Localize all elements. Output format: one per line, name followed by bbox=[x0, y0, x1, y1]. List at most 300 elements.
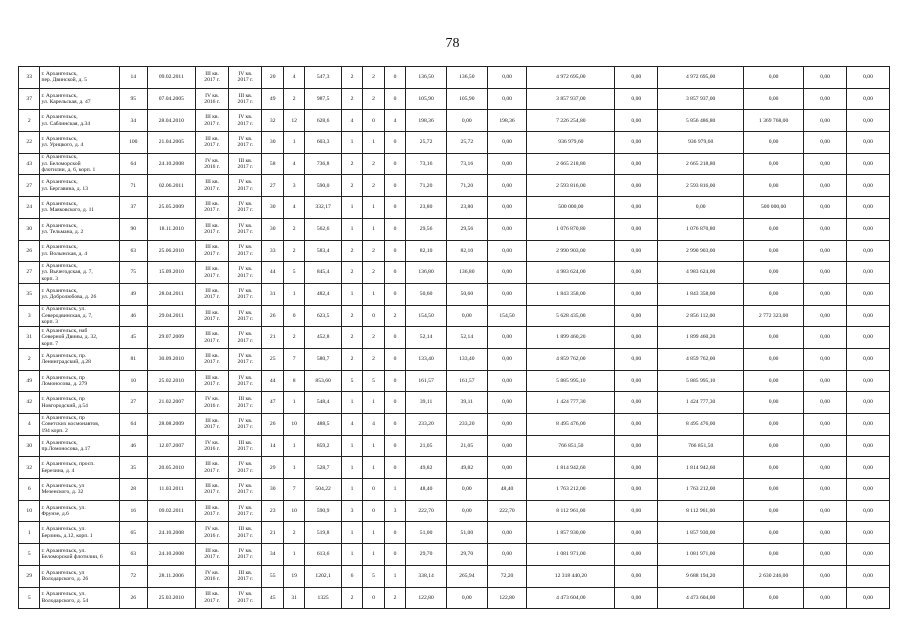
cell-rooms-b: 0 bbox=[384, 544, 405, 566]
cell-cost-federal: 0,00 bbox=[615, 197, 658, 219]
cell-cost-regional: 4 983 624,00 bbox=[658, 262, 744, 284]
cell-end-quarter: IV кв. 2017 г. bbox=[229, 414, 262, 436]
cell-cost-regional: 1 424 777,30 bbox=[658, 392, 744, 414]
cell-cost-total: 8 112 961,00 bbox=[527, 500, 615, 522]
cell-rooms-a: 2 bbox=[363, 88, 384, 110]
cell-cost-local: 0,00 bbox=[744, 392, 804, 414]
cell-cost-other-2: 0,00 bbox=[847, 110, 890, 132]
cell-cost-total: 1 857 930,00 bbox=[527, 522, 615, 544]
cell-area-b: 0,00 bbox=[487, 457, 527, 479]
cell-cost-regional: 1 814 942,60 bbox=[658, 457, 744, 479]
cell-cost-regional: 1 843 358,00 bbox=[658, 283, 744, 305]
cell-cost-regional: 766 851,50 bbox=[658, 435, 744, 457]
cell-area: 603,3 bbox=[305, 132, 341, 154]
cell-address: г. Архангельск, ул Мезенского, д. 32 bbox=[40, 479, 119, 501]
cell-col-h: 1 bbox=[283, 132, 304, 154]
cell-start-quarter: III кв. 2017 г. bbox=[195, 414, 228, 436]
cell-cost-regional: 2 593 816,00 bbox=[658, 175, 744, 197]
cell-area-a: 73,16 bbox=[446, 153, 487, 175]
cell-col-h: 2 bbox=[283, 88, 304, 110]
cell-address: г. Архангельск, пр Ломоносова, д. 279 bbox=[40, 370, 119, 392]
cell-area-b: 0,00 bbox=[487, 370, 527, 392]
cell-cost-other-2: 0,00 bbox=[847, 132, 890, 154]
cell-cost-total: 500 000,00 bbox=[527, 197, 615, 219]
cell-cost-total: 12 318 440,20 bbox=[527, 565, 615, 587]
cell-col-g: 30 bbox=[262, 197, 283, 219]
cell-cost-federal: 0,00 bbox=[615, 414, 658, 436]
cell-end-quarter: IV кв. 2017 г. bbox=[229, 370, 262, 392]
cell-area: 1325 bbox=[305, 587, 341, 609]
cell-house-number: 72 bbox=[119, 565, 147, 587]
cell-area-a: 0,00 bbox=[446, 587, 487, 609]
cell-area-b: 0,00 bbox=[487, 522, 527, 544]
cell-date: 25.06.2010 bbox=[147, 240, 195, 262]
cell-row-number: 30 bbox=[19, 218, 40, 240]
cell-cost-total: 4 473 604,00 bbox=[527, 587, 615, 609]
table-row bbox=[19, 305, 890, 327]
cell-date: 21.04.2005 bbox=[147, 132, 195, 154]
cell-area-total: 48,40 bbox=[406, 479, 447, 501]
cell-rooms-total: 1 bbox=[341, 283, 362, 305]
cell-cost-other-2: 0,00 bbox=[847, 327, 890, 349]
cell-row-number: 42 bbox=[19, 392, 40, 414]
cell-rooms-a: 1 bbox=[363, 132, 384, 154]
cell-col-h: 10 bbox=[283, 500, 304, 522]
cell-cost-local: 0,00 bbox=[744, 479, 804, 501]
table-row bbox=[19, 522, 890, 544]
cell-address: г. Архангельск, ул. Маяковского, д. 11 bbox=[40, 197, 119, 219]
cell-area-a: 50,60 bbox=[446, 283, 487, 305]
cell-col-g: 45 bbox=[262, 587, 283, 609]
cell-cost-other-2: 0,00 bbox=[847, 457, 890, 479]
cell-area-a: 265,94 bbox=[446, 565, 487, 587]
cell-cost-federal: 0,00 bbox=[615, 392, 658, 414]
cell-cost-total: 2 665 218,80 bbox=[527, 153, 615, 175]
cell-cost-other-2: 0,00 bbox=[847, 240, 890, 262]
cell-col-g: 49 bbox=[262, 88, 283, 110]
cell-start-quarter: IV кв. 2016 г. bbox=[195, 153, 228, 175]
cell-col-h: 2 bbox=[283, 327, 304, 349]
cell-rooms-a: 1 bbox=[363, 544, 384, 566]
cell-area-total: 133,40 bbox=[406, 348, 447, 370]
cell-cost-local: 0,00 bbox=[744, 175, 804, 197]
cell-area: 548,4 bbox=[305, 392, 341, 414]
cell-start-quarter: III кв. 2017 г. bbox=[195, 348, 228, 370]
cell-cost-federal: 0,00 bbox=[615, 88, 658, 110]
cell-address: г. Архангельск, ул. Беломорской флотилии, д. 6, корп. 1 bbox=[40, 153, 119, 175]
cell-end-quarter: III кв. 2017 г. bbox=[229, 435, 262, 457]
cell-area-a: 0,00 bbox=[446, 110, 487, 132]
cell-col-g: 14 bbox=[262, 435, 283, 457]
cell-end-quarter: IV кв. 2017 г. bbox=[229, 240, 262, 262]
cell-rooms-total: 1 bbox=[341, 197, 362, 219]
cell-start-quarter: III кв. 2017 г. bbox=[195, 305, 228, 327]
cell-rooms-total: 6 bbox=[341, 565, 362, 587]
cell-rooms-total: 2 bbox=[341, 88, 362, 110]
cell-row-number: 4 bbox=[19, 414, 40, 436]
cell-col-g: 44 bbox=[262, 370, 283, 392]
cell-cost-other-2: 0,00 bbox=[847, 500, 890, 522]
cell-area-a: 233,20 bbox=[446, 414, 487, 436]
cell-cost-other-1: 0,00 bbox=[804, 500, 847, 522]
cell-area-b: 0,00 bbox=[487, 153, 527, 175]
cell-date: 02.06.2011 bbox=[147, 175, 195, 197]
cell-cost-other-1: 0,00 bbox=[804, 479, 847, 501]
cell-col-g: 23 bbox=[262, 500, 283, 522]
cell-rooms-b: 4 bbox=[384, 110, 405, 132]
table-row bbox=[19, 479, 890, 501]
cell-rooms-a: 1 bbox=[363, 283, 384, 305]
cell-area: 628,6 bbox=[305, 110, 341, 132]
cell-col-g: 30 bbox=[262, 218, 283, 240]
cell-address: г. Архангельск, ул. Тельмана, д. 2 bbox=[40, 218, 119, 240]
cell-rooms-a: 2 bbox=[363, 153, 384, 175]
cell-end-quarter: III кв. 2017 г. bbox=[229, 522, 262, 544]
table-row bbox=[19, 88, 890, 110]
cell-cost-total: 7 226 254,80 bbox=[527, 110, 615, 132]
cell-end-quarter: III кв. 2017 г. bbox=[229, 88, 262, 110]
cell-col-h: 2 bbox=[283, 218, 304, 240]
cell-cost-other-1: 0,00 bbox=[804, 305, 847, 327]
cell-cost-federal: 0,00 bbox=[615, 153, 658, 175]
cell-area: 488,5 bbox=[305, 414, 341, 436]
table-row bbox=[19, 110, 890, 132]
cell-cost-total: 1 763 212,00 bbox=[527, 479, 615, 501]
cell-rooms-total: 2 bbox=[341, 305, 362, 327]
cell-cost-total: 1 076 870,80 bbox=[527, 218, 615, 240]
cell-date: 29.07.2009 bbox=[147, 327, 195, 349]
cell-cost-local: 0,00 bbox=[744, 370, 804, 392]
cell-col-g: 25 bbox=[262, 348, 283, 370]
table-row bbox=[19, 370, 890, 392]
cell-cost-local: 0,00 bbox=[744, 88, 804, 110]
cell-date: 11.03.2011 bbox=[147, 479, 195, 501]
cell-area-b: 222,70 bbox=[487, 500, 527, 522]
page-number: 78 bbox=[445, 36, 460, 51]
cell-cost-other-2: 0,00 bbox=[847, 262, 890, 284]
table-row bbox=[19, 414, 890, 436]
cell-cost-total: 1 843 358,00 bbox=[527, 283, 615, 305]
cell-rooms-b: 0 bbox=[384, 327, 405, 349]
cell-rooms-total: 1 bbox=[341, 218, 362, 240]
cell-area-a: 25,72 bbox=[446, 132, 487, 154]
cell-area: 547,3 bbox=[305, 67, 341, 89]
cell-rooms-b: 0 bbox=[384, 348, 405, 370]
cell-area-total: 154,50 bbox=[406, 305, 447, 327]
cell-cost-regional: 5 856 486,80 bbox=[658, 110, 744, 132]
cell-area-b: 122,80 bbox=[487, 587, 527, 609]
cell-cost-regional: 8 112 961,00 bbox=[658, 500, 744, 522]
cell-address: г. Архангельск, ул. Добролюбова, д. 26 bbox=[40, 283, 119, 305]
cell-area-total: 161,57 bbox=[406, 370, 447, 392]
cell-rooms-total: 1 bbox=[341, 479, 362, 501]
cell-area-a: 0,00 bbox=[446, 500, 487, 522]
cell-col-g: 47 bbox=[262, 392, 283, 414]
cell-area-a: 21,05 bbox=[446, 435, 487, 457]
cell-end-quarter: IV кв. 2017 г. bbox=[229, 500, 262, 522]
cell-area-b: 198,36 bbox=[487, 110, 527, 132]
cell-address: г. Архангельск, ул. Володарского, д. 54 bbox=[40, 587, 119, 609]
cell-cost-local: 0,00 bbox=[744, 153, 804, 175]
cell-cost-federal: 0,00 bbox=[615, 327, 658, 349]
cell-rooms-a: 2 bbox=[363, 262, 384, 284]
cell-area-b: 0,00 bbox=[487, 218, 527, 240]
cell-area-total: 71,20 bbox=[406, 175, 447, 197]
table-row bbox=[19, 175, 890, 197]
cell-cost-federal: 0,00 bbox=[615, 110, 658, 132]
cell-row-number: 37 bbox=[19, 88, 40, 110]
cell-rooms-a: 0 bbox=[363, 479, 384, 501]
cell-area-total: 338,14 bbox=[406, 565, 447, 587]
cell-col-g: 26 bbox=[262, 305, 283, 327]
cell-end-quarter: IV кв. 2017 г. bbox=[229, 175, 262, 197]
cell-cost-local: 0,00 bbox=[744, 500, 804, 522]
cell-start-quarter: III кв. 2017 г. bbox=[195, 218, 228, 240]
cell-row-number: 26 bbox=[19, 240, 40, 262]
cell-address: г. Архангельск, ул. Бергавина, д. 13 bbox=[40, 175, 119, 197]
cell-area-a: 71,20 bbox=[446, 175, 487, 197]
cell-area: 528,7 bbox=[305, 457, 341, 479]
cell-area-b: 48,40 bbox=[487, 479, 527, 501]
cell-rooms-b: 0 bbox=[384, 67, 405, 89]
cell-area: 332,17 bbox=[305, 197, 341, 219]
cell-rooms-b: 0 bbox=[384, 197, 405, 219]
cell-house-number: 14 bbox=[119, 67, 147, 89]
cell-cost-federal: 0,00 bbox=[615, 283, 658, 305]
cell-end-quarter: III кв. 2017 г. bbox=[229, 153, 262, 175]
cell-cost-federal: 0,00 bbox=[615, 348, 658, 370]
cell-area-a: 29,70 bbox=[446, 544, 487, 566]
cell-rooms-a: 0 bbox=[363, 587, 384, 609]
cell-cost-regional: 1 076 870,80 bbox=[658, 218, 744, 240]
cell-col-h: 4 bbox=[283, 153, 304, 175]
table-row bbox=[19, 240, 890, 262]
cell-cost-other-2: 0,00 bbox=[847, 414, 890, 436]
cell-col-g: 20 bbox=[262, 67, 283, 89]
cell-end-quarter: III кв. 2017 г. bbox=[229, 392, 262, 414]
cell-end-quarter: IV кв. 2017 г. bbox=[229, 67, 262, 89]
cell-cost-total: 1 424 777,30 bbox=[527, 392, 615, 414]
cell-area: 590,9 bbox=[305, 500, 341, 522]
cell-row-number: 22 bbox=[19, 132, 40, 154]
cell-rooms-total: 1 bbox=[341, 544, 362, 566]
apartment-register-table bbox=[18, 66, 890, 609]
cell-area-a: 49,82 bbox=[446, 457, 487, 479]
cell-cost-other-2: 0,00 bbox=[847, 392, 890, 414]
cell-rooms-a: 5 bbox=[363, 370, 384, 392]
cell-cost-federal: 0,00 bbox=[615, 457, 658, 479]
cell-rooms-b: 0 bbox=[384, 283, 405, 305]
cell-start-quarter: III кв. 2017 г. bbox=[195, 262, 228, 284]
cell-area-b: 0,00 bbox=[487, 132, 527, 154]
cell-address: г. Архангельск, ул. Карельская, д. 47 bbox=[40, 88, 119, 110]
table-row bbox=[19, 132, 890, 154]
cell-house-number: 75 bbox=[119, 262, 147, 284]
table-row bbox=[19, 67, 890, 89]
cell-row-number: 29 bbox=[19, 565, 40, 587]
cell-cost-regional: 5 885 995,10 bbox=[658, 370, 744, 392]
cell-cost-total: 2 990 903,00 bbox=[527, 240, 615, 262]
cell-end-quarter: IV кв. 2017 г. bbox=[229, 587, 262, 609]
cell-col-h: 1 bbox=[283, 283, 304, 305]
cell-row-number: 2 bbox=[19, 348, 40, 370]
cell-area-a: 39,11 bbox=[446, 392, 487, 414]
cell-cost-total: 4 972 695,00 bbox=[527, 67, 615, 89]
cell-col-g: 44 bbox=[262, 262, 283, 284]
cell-date: 15.09.2010 bbox=[147, 262, 195, 284]
cell-area-total: 233,20 bbox=[406, 414, 447, 436]
cell-house-number: 46 bbox=[119, 435, 147, 457]
cell-rooms-a: 5 bbox=[363, 565, 384, 587]
cell-cost-local: 0,00 bbox=[744, 414, 804, 436]
cell-end-quarter: IV кв. 2017 г. bbox=[229, 305, 262, 327]
cell-rooms-total: 1 bbox=[341, 457, 362, 479]
cell-row-number: 27 bbox=[19, 175, 40, 197]
cell-area-a: 52,14 bbox=[446, 327, 487, 349]
cell-cost-other-1: 0,00 bbox=[804, 327, 847, 349]
cell-area-b: 0,00 bbox=[487, 327, 527, 349]
cell-cost-local: 500 000,00 bbox=[744, 197, 804, 219]
cell-date: 28.11.2006 bbox=[147, 565, 195, 587]
cell-cost-total: 8 495 476,00 bbox=[527, 414, 615, 436]
cell-cost-federal: 0,00 bbox=[615, 262, 658, 284]
cell-cost-other-1: 0,00 bbox=[804, 262, 847, 284]
cell-date: 28.08.2009 bbox=[147, 414, 195, 436]
cell-end-quarter: IV кв. 2017 г. bbox=[229, 457, 262, 479]
cell-end-quarter: IV кв. 2017 г. bbox=[229, 283, 262, 305]
table-row bbox=[19, 153, 890, 175]
cell-rooms-total: 2 bbox=[341, 348, 362, 370]
cell-cost-local: 0,00 bbox=[744, 587, 804, 609]
cell-start-quarter: IV кв. 2016 г. bbox=[195, 435, 228, 457]
cell-area-a: 23,80 bbox=[446, 197, 487, 219]
cell-col-h: 5 bbox=[283, 262, 304, 284]
cell-cost-other-2: 0,00 bbox=[847, 587, 890, 609]
cell-area-total: 50,60 bbox=[406, 283, 447, 305]
cell-col-g: 21 bbox=[262, 327, 283, 349]
cell-cost-other-1: 0,00 bbox=[804, 153, 847, 175]
cell-rooms-a: 0 bbox=[363, 305, 384, 327]
cell-cost-total: 3 857 937,00 bbox=[527, 88, 615, 110]
cell-area-b: 0,00 bbox=[487, 348, 527, 370]
cell-area-total: 21,05 bbox=[406, 435, 447, 457]
cell-cost-local: 0,00 bbox=[744, 522, 804, 544]
cell-address: г. Архангельск, ул. Северодвинская, д. 7, корп. 3 bbox=[40, 305, 119, 327]
cell-cost-other-1: 0,00 bbox=[804, 414, 847, 436]
cell-rooms-total: 1 bbox=[341, 132, 362, 154]
cell-house-number: 64 bbox=[119, 414, 147, 436]
cell-col-g: 58 bbox=[262, 153, 283, 175]
cell-cost-local: 2 630 246,00 bbox=[744, 565, 804, 587]
cell-address: г. Архангельск, ул. Вычегодская, д. 7, корп. 3 bbox=[40, 262, 119, 284]
cell-cost-other-2: 0,00 bbox=[847, 153, 890, 175]
cell-end-quarter: IV кв. 2017 г. bbox=[229, 110, 262, 132]
cell-cost-regional: 4 972 695,00 bbox=[658, 67, 744, 89]
cell-area-b: 0,00 bbox=[487, 544, 527, 566]
cell-start-quarter: IV кв. 2016 г. bbox=[195, 88, 228, 110]
cell-cost-total: 4 983 624,00 bbox=[527, 262, 615, 284]
cell-cost-other-1: 0,00 bbox=[804, 240, 847, 262]
cell-address: г. Архангельск, ул. Беломорской флотилии, 6 bbox=[40, 544, 119, 566]
cell-house-number: 34 bbox=[119, 110, 147, 132]
cell-row-number: 5 bbox=[19, 544, 40, 566]
cell-cost-federal: 0,00 bbox=[615, 305, 658, 327]
cell-house-number: 37 bbox=[119, 197, 147, 219]
cell-col-h: 3 bbox=[283, 175, 304, 197]
cell-cost-other-1: 0,00 bbox=[804, 522, 847, 544]
cell-col-h: 2 bbox=[283, 240, 304, 262]
cell-area-total: 122,80 bbox=[406, 587, 447, 609]
cell-area-a: 82,10 bbox=[446, 240, 487, 262]
cell-col-g: 32 bbox=[262, 110, 283, 132]
cell-end-quarter: IV кв. 2017 г. bbox=[229, 479, 262, 501]
cell-house-number: 71 bbox=[119, 175, 147, 197]
cell-cost-other-2: 0,00 bbox=[847, 544, 890, 566]
cell-row-number: 1 bbox=[19, 522, 40, 544]
cell-col-g: 27 bbox=[262, 175, 283, 197]
cell-area-b: 0,00 bbox=[487, 262, 527, 284]
cell-cost-regional: 2 856 112,00 bbox=[658, 305, 744, 327]
cell-cost-regional: 1 857 930,00 bbox=[658, 522, 744, 544]
cell-start-quarter: III кв. 2017 г. bbox=[195, 197, 228, 219]
cell-end-quarter: IV кв. 2017 г. bbox=[229, 218, 262, 240]
cell-area-b: 154,50 bbox=[487, 305, 527, 327]
cell-end-quarter: IV кв. 2017 г. bbox=[229, 262, 262, 284]
cell-address: г. Архангельск, ул. Волынская, д. 4 bbox=[40, 240, 119, 262]
cell-start-quarter: III кв. 2017 г. bbox=[195, 500, 228, 522]
cell-area: 613,6 bbox=[305, 544, 341, 566]
cell-rooms-b: 0 bbox=[384, 175, 405, 197]
cell-end-quarter: IV кв. 2017 г. bbox=[229, 197, 262, 219]
cell-area: 623,5 bbox=[305, 305, 341, 327]
cell-area-total: 105,90 bbox=[406, 88, 447, 110]
cell-house-number: 63 bbox=[119, 544, 147, 566]
table-row bbox=[19, 435, 890, 457]
cell-area: 580,7 bbox=[305, 348, 341, 370]
cell-rooms-a: 4 bbox=[363, 414, 384, 436]
cell-start-quarter: III кв. 2017 г. bbox=[195, 479, 228, 501]
cell-area-total: 73,16 bbox=[406, 153, 447, 175]
cell-area-a: 51,00 bbox=[446, 522, 487, 544]
cell-date: 12.07.2007 bbox=[147, 435, 195, 457]
cell-rooms-a: 1 bbox=[363, 392, 384, 414]
table-row bbox=[19, 283, 890, 305]
cell-date: 09.02.2011 bbox=[147, 500, 195, 522]
cell-area-b: 72,20 bbox=[487, 565, 527, 587]
cell-cost-total: 5 885 995,10 bbox=[527, 370, 615, 392]
cell-date: 29.04.2011 bbox=[147, 305, 195, 327]
cell-cost-federal: 0,00 bbox=[615, 565, 658, 587]
table-row bbox=[19, 218, 890, 240]
cell-house-number: 46 bbox=[119, 305, 147, 327]
cell-cost-federal: 0,00 bbox=[615, 500, 658, 522]
cell-area-total: 222,70 bbox=[406, 500, 447, 522]
cell-col-h: 10 bbox=[283, 414, 304, 436]
cell-cost-regional: 1 763 212,00 bbox=[658, 479, 744, 501]
cell-cost-federal: 0,00 bbox=[615, 67, 658, 89]
table-row bbox=[19, 457, 890, 479]
cell-end-quarter: IV кв. 2017 г. bbox=[229, 348, 262, 370]
cell-cost-local: 0,00 bbox=[744, 327, 804, 349]
cell-cost-federal: 0,00 bbox=[615, 132, 658, 154]
cell-rooms-a: 0 bbox=[363, 500, 384, 522]
cell-rooms-b: 1 bbox=[384, 565, 405, 587]
cell-rooms-b: 3 bbox=[384, 500, 405, 522]
cell-area-b: 0,00 bbox=[487, 197, 527, 219]
table-row bbox=[19, 392, 890, 414]
cell-cost-federal: 0,00 bbox=[615, 587, 658, 609]
cell-area: 859,2 bbox=[305, 435, 341, 457]
